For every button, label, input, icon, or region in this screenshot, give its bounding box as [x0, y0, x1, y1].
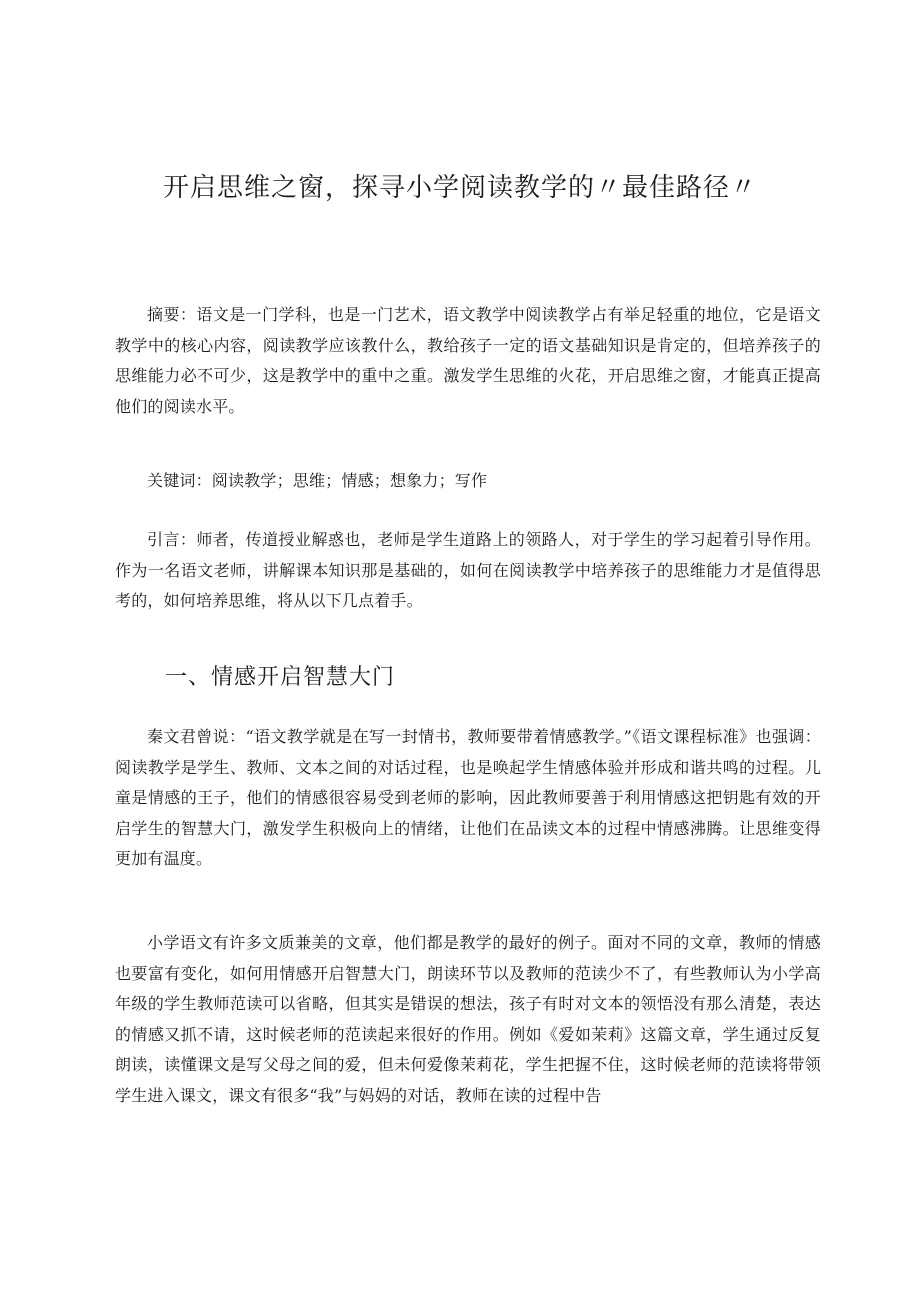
section1-paragraph-2: 小学语文有许多文质兼美的文章，他们都是教学的最好的例子。面对不同的文章，教师的情感也要富有变化，如何用情感开启智慧大门，朗读环节以及教师的范读少不了，有些教师认为小学高年级的学生教师范读可以省略，但其实是错误的想法，孩子有时对文本的领悟没有那么清楚，表达的情感又抓不请，这时候老师的范读起来很好的作用。例如《爱如茉莉》这篇文章，学生通过反复朗读，读懂课文是写父母之间的爱，但未何爱像茉莉花，学生把握不住，这时候老师的范读将带领学生进入课文，课文有很多“我”与妈妈的对话，教师在读的过程中告 — [115, 933, 821, 1105]
section1-paragraph-1: 秦文君曾说：“语文教学就是在写一封情书，教师要带着情感教学。”《语文课程标准》也强调：阅读教学是学生、教师、文本之间的对话过程，也是唤起学生情感体验并形成和谐共鸣的过程。儿童是情感的王子，他们的情感很容易受到老师的影响，因此教师要善于利用情感这把钥匙有效的开启学生的智慧大门，激发学生积极向上的情绪，让他们在品读文本的过程中情感沸腾。让思维变得更加有温度。 — [115, 727, 821, 868]
document-title: 开启思维之窗，探寻小学阅读教学的〃最佳路径〃 — [162, 173, 757, 203]
keywords-paragraph: 关键词：阅读教学；思维；情感；想象力；写作 — [147, 471, 488, 490]
section-heading-1: 一、情感开启智慧大门 — [165, 665, 396, 690]
abstract-paragraph: 摘要：语文是一门学科，也是一门艺术，语文教学中阅读教学占有举足轻重的地位，它是语文教学中的核心内容，阅读教学应该教什么，教给孩子一定的语文基础知识是肯定的，但培养孩子的思维能力必不可少，这是教学中的重中之重。激发学生思维的火花，开启思维之窗，才能真正提高他们的阅读水平。 — [115, 305, 821, 416]
introduction-paragraph: 引言：师者，传道授业解惑也，老师是学生道路上的领路人，对于学生的学习起着引导作用。作为一名语文老师，讲解课本知识那是基础的，如何在阅读教学中培养孩子的思维能力才是值得思考的，如何培养思维，将从以下几点着手。 — [115, 530, 821, 610]
